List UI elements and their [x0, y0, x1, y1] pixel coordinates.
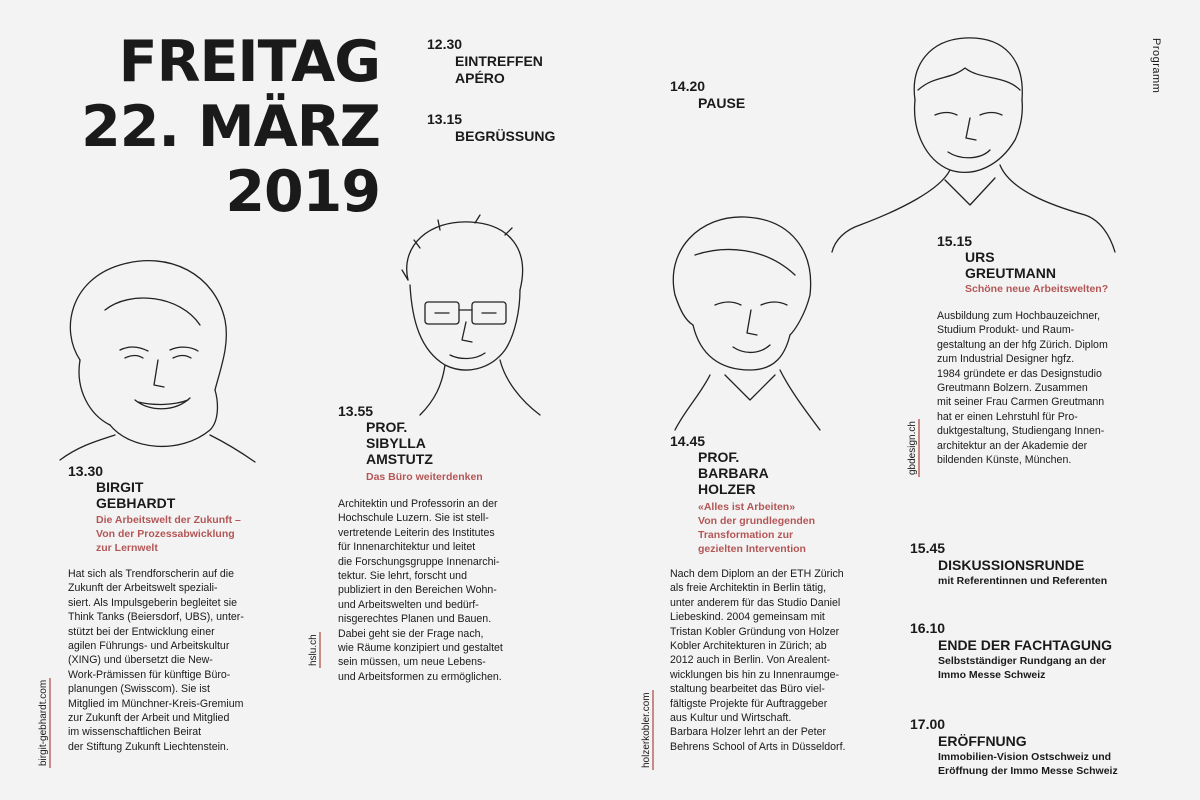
schedule-sub: Immo Messe Schweiz	[938, 669, 1046, 681]
speaker-name: BIRGIT	[96, 479, 144, 495]
speaker-time: 15.15	[937, 233, 973, 249]
schedule-item-opening	[910, 716, 1118, 778]
date-line-month: 22. MÄRZ	[81, 94, 380, 160]
bio-line: im wissenschaftlichen Beirat	[68, 726, 202, 739]
bio-line: Nach dem Diplom an der ETH Zürich	[670, 568, 844, 580]
bio-line: stützt bei der Entwicklung einer	[68, 625, 215, 638]
bio-line: Greutmann Bolzern. Zusammen	[937, 382, 1088, 395]
bio-line: Barbara Holzer lehrt an der Peter	[670, 726, 827, 739]
schedule-item-welcome	[427, 111, 555, 145]
bio-line: Studium Produkt- und Raum-	[937, 324, 1075, 337]
bio-line: gestaltung an der hfg Zürich. Diplom	[937, 338, 1108, 351]
bio-line: wicklungen bis hin zu Innenraumge-	[670, 668, 840, 681]
schedule-time: 14.20	[670, 78, 706, 94]
bio-line: Architektin und Professorin an der	[338, 498, 498, 510]
bio-line: Liebeskind. 2004 gemeinsam mit	[670, 611, 825, 624]
bio-line: hat er einen Lehrstuhl für Pro-	[937, 410, 1078, 423]
bio-line: Mitglied im Münchner-Kreis-Gremium	[68, 697, 244, 710]
topic-line: Transformation zur	[698, 529, 794, 541]
website-link-greutmann[interactable]: gbdesign.ch	[907, 421, 918, 475]
bio-line: planungen (Swisscom). Sie ist	[68, 683, 210, 696]
topic-line: zur Lernwelt	[96, 542, 158, 554]
schedule-title: ERÖFFNUNG	[938, 733, 1027, 749]
schedule-item-end	[910, 620, 1112, 682]
schedule-sub: Selbstständiger Rundgang an der	[938, 655, 1107, 667]
bio-line: duktgestaltung, Studiengang Innen-	[937, 425, 1105, 438]
topic-line: Von der Prozessabwicklung	[96, 528, 235, 540]
schedule-title: DISKUSSIONSRUNDE	[938, 557, 1085, 573]
website-link-holzer[interactable]: holzerkobler.com	[641, 692, 652, 768]
bio-line: der Stiftung Zukunft Liechtenstein.	[68, 740, 229, 753]
schedule-sub: mit Referentinnen und Referenten	[938, 575, 1108, 587]
speaker-holzer	[670, 433, 769, 497]
bio-line: Kobler Architekturen in Zürich; ab	[670, 640, 827, 653]
bio-line: 2012 auch in Berlin. Von Arealent-	[670, 654, 831, 667]
speaker-name: BARBARA	[698, 465, 769, 481]
website-link-gebhardt[interactable]: birgit-gebhardt.com	[38, 679, 49, 766]
topic-line: Von der grundlegenden	[698, 515, 816, 527]
schedule-sub: Immobilien-Vision Ostschweiz und	[938, 751, 1112, 763]
portrait-amstutz-icon	[380, 210, 550, 420]
speaker-name: GREUTMANN	[965, 265, 1056, 281]
schedule-item-arrival	[427, 36, 543, 87]
bio-line: staltung bearbeitet das Büro viel-	[670, 683, 825, 696]
bio-line: publiziert in den Bereichen Wohn-	[338, 584, 497, 597]
bio-line: (XING) und übersetzt die New-	[68, 654, 213, 667]
schedule-time: 13.15	[427, 111, 463, 127]
bio-line: bildenden Künste, München.	[937, 454, 1072, 467]
bio-line: nisgerechtes Planen und Bauen.	[338, 613, 492, 626]
schedule-label: APÉRO	[455, 70, 505, 86]
bio-line: unter anderem für das Studio Daniel	[670, 596, 841, 609]
speaker-greutmann	[937, 233, 1056, 281]
bio-line: Work-Prämissen für künftige Büro-	[68, 668, 231, 681]
speaker-bio	[68, 567, 244, 754]
bio-line: die Forschungsgruppe Innenarchi-	[338, 555, 500, 568]
speaker-amstutz	[338, 403, 433, 467]
bio-line: vertretende Leiterin des Institutes	[338, 526, 495, 539]
speaker-bio	[338, 497, 503, 684]
schedule-label: BEGRÜSSUNG	[455, 128, 556, 144]
bio-line: zum Industrial Designer hgfz.	[937, 353, 1075, 366]
bio-line: Behrens School of Arts in Düsseldorf.	[670, 740, 846, 753]
bio-line: Hochschule Luzern. Sie ist stell-	[338, 512, 489, 525]
bio-line: siert. Als Impulsgeberin begleitet sie	[68, 596, 237, 609]
bio-line: Dabei geht sie der Frage nach,	[338, 627, 484, 640]
portrait-holzer-icon	[655, 205, 835, 435]
schedule-time: 17.00	[910, 716, 946, 732]
bio-line: aus Kultur und Wirtschaft.	[670, 712, 792, 725]
speaker-name: PROF.	[698, 449, 740, 465]
speaker-time: 14.45	[670, 433, 706, 449]
bio-line: architektur an der Akademie der	[937, 439, 1088, 452]
speaker-topic	[366, 470, 483, 484]
bio-line: und Arbeitswelten und bedürf-	[338, 598, 479, 611]
bio-line: und Arbeitsformen zu ermöglichen.	[338, 670, 502, 683]
speaker-bio	[937, 309, 1108, 467]
schedule-title: ENDE DER FACHTAGUNG	[938, 637, 1112, 653]
speaker-time: 13.55	[338, 403, 374, 419]
schedule-item-break	[670, 78, 745, 112]
speaker-name: GEBHARDT	[96, 495, 176, 511]
date-line-year: 2019	[225, 159, 380, 225]
bio-line: zur Zukunft der Arbeit und Mitglied	[68, 712, 230, 725]
bio-line: wie Räume konzipiert und gestaltet	[338, 642, 503, 655]
bio-line: mit seiner Frau Carmen Greutmann	[937, 396, 1105, 409]
bio-line: für Innenarchitektur und leitet	[338, 541, 476, 554]
schedule-time: 12.30	[427, 36, 463, 52]
bio-line: fältigste Projekte für Auftraggeber	[670, 697, 828, 710]
topic-line: Das Büro weiterdenken	[366, 471, 483, 483]
bio-line: agilen Führungs- und Arbeitskultur	[68, 640, 230, 653]
bio-line: als freie Architektin in Berlin tätig,	[670, 582, 827, 595]
bio-line: Ausbildung zum Hochbauzeichner,	[937, 310, 1101, 322]
speaker-bio	[670, 567, 845, 754]
bio-line: sein müssen, um neue Lebens-	[338, 656, 486, 669]
bio-line: Zukunft der Arbeitswelt speziali-	[68, 582, 218, 595]
schedule-time: 16.10	[910, 620, 946, 636]
topic-line: gezielten Intervention	[698, 543, 806, 555]
bio-line: 1984 gründete er das Designstudio	[937, 367, 1102, 380]
speaker-name: HOLZER	[698, 481, 756, 497]
portrait-greutmann-icon	[830, 30, 1120, 260]
programm-label: Programm	[1150, 38, 1162, 94]
schedule-label: EINTREFFEN	[455, 53, 543, 69]
topic-line: «Alles ist Arbeiten»	[698, 501, 796, 513]
speaker-topic	[965, 282, 1108, 296]
speaker-topic	[698, 500, 815, 556]
bio-line: tektur. Sie lehrt, forscht und	[338, 570, 467, 583]
speaker-time: 13.30	[68, 463, 104, 479]
schedule-time: 15.45	[910, 540, 946, 556]
speaker-gebhardt	[68, 463, 175, 511]
speaker-name: URS	[965, 249, 995, 265]
speaker-name: AMSTUTZ	[366, 451, 433, 467]
topic-line: Schöne neue Arbeitswelten?	[965, 283, 1109, 295]
date-line-day: FREITAG	[118, 29, 380, 95]
bio-line: Tristan Kobler Gründung von Holzer	[670, 625, 840, 638]
speaker-topic	[96, 513, 241, 555]
speaker-name: PROF.	[366, 419, 408, 435]
schedule-sub: Eröffnung der Immo Messe Schweiz	[938, 765, 1118, 777]
portrait-gebhardt-icon	[40, 250, 270, 465]
topic-line: Die Arbeitswelt der Zukunft –	[96, 514, 241, 526]
bio-line: Think Tanks (Beiersdorf, UBS), unter-	[68, 611, 244, 624]
event-date	[60, 30, 380, 225]
schedule-item-discussion	[910, 540, 1107, 588]
bio-line: Hat sich als Trendforscherin auf die	[68, 568, 235, 580]
schedule-label: PAUSE	[698, 95, 746, 111]
website-link-amstutz[interactable]: hslu.ch	[308, 634, 319, 666]
speaker-name: SIBYLLA	[366, 435, 426, 451]
